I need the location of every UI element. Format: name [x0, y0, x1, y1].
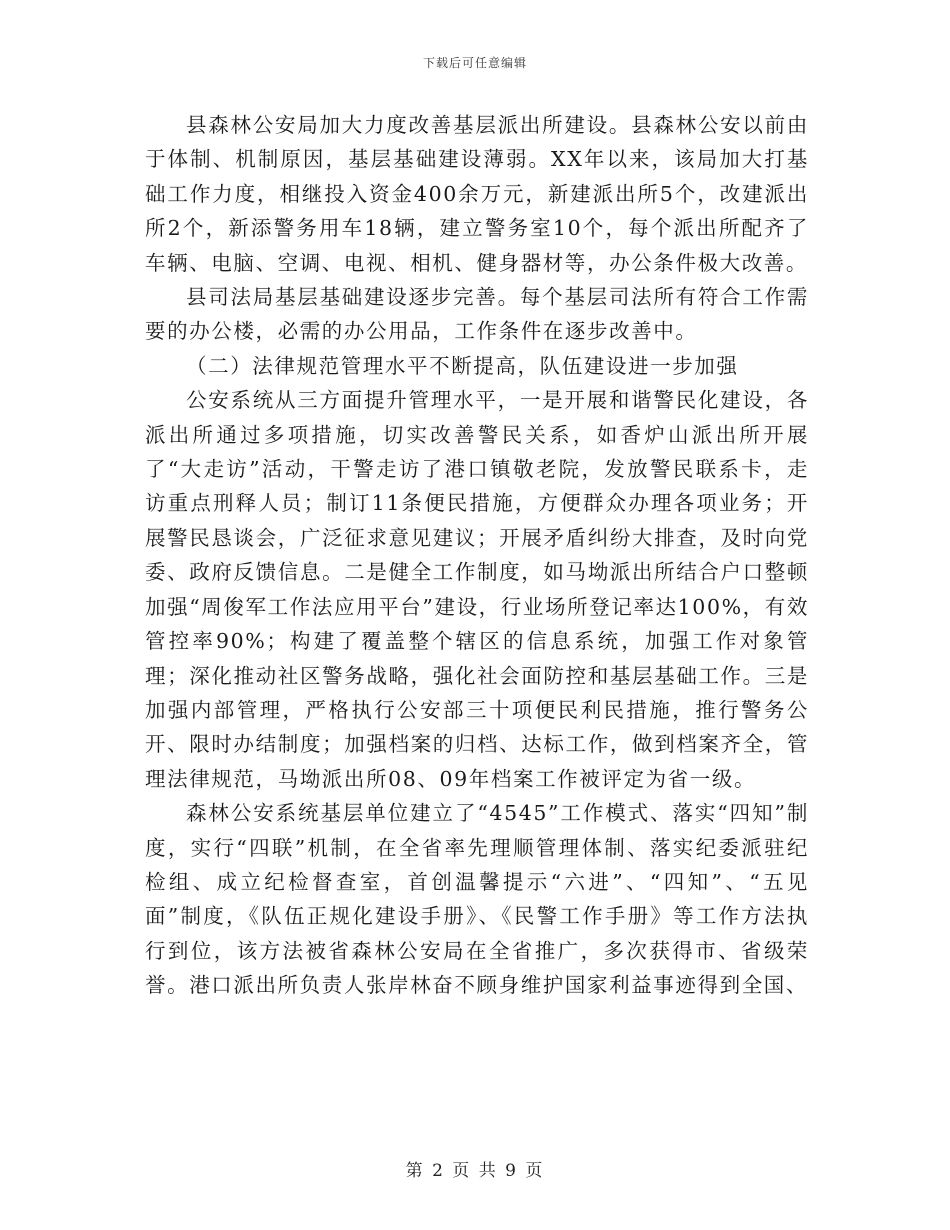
paragraph-forest-police-stations: 县森林公安局加大力度改善基层派出所建设。县森林公安以前由于体制、机制原因，基层基础建设薄弱。XX年以来，该局加大打基础工作力度，相继投入资金400余万元，新建派出所5个，改建派出所2个，新添警务用车18辆，建立警务室10个，每个派出所配齐了车辆、电脑、空调、电视、相机、健身器材等，办公条件极大改善。 [145, 113, 809, 275]
header-note: 下载后可任意编辑 [422, 56, 527, 70]
paragraph-forest-police-work-mode: 森林公安系统基层单位建立了“4545”工作模式、落实“四知”制度，实行“四联”机制，在全省率先理顺管理体制、落实纪委派驻纪检组、成立纪检督查室，首创温馨提示“六进”、“四知”、“五见面”制度，《队伍正规化建设手册》、《民警工作手册》等工作方法执行到位，该方法被省森林公安局在全省推广，多次获得市、省级荣誉。港口派出所负责人张岸林奋不顾身维护国家利益事迹得到全国、 [145, 801, 809, 998]
paragraph-public-security-management: 公安系统从三方面提升管理水平，一是开展和谐警民化建设，各派出所通过多项措施，切实改善警民关系，如香炉山派出所开展了“大走访”活动，干警走访了港口镇敬老院，发放警民联系卡，走访重点刑释人员；制订11条便民措施，方便群众办理各项业务；开展警民恳谈会，广泛征求意见建议；开展矛盾纠纷大排查，及时向党委、政府反馈信息。二是健全工作制度，如马坳派出所结合户口整顿加强“周俊军工作法应用平台”建设，行业场所登记率达100%，有效管控率90%；构建了覆盖整个辖区的信息系统，加强工作对象管理；深化推动社区警务战略，强化社会面防控和基层基础工作。三是加强内部管理，严格执行公安部三十项便民利民措施，推行警务公开、限时办结制度；加强档案的归档、达标工作，做到档案齐全，管理法律规范，马坳派出所08、09年档案工作被评定为省一级。 [145, 388, 809, 791]
section-heading: （二）法律规范管理水平不断提高，队伍建设进一步加强 [186, 353, 739, 378]
paragraph-justice-bureau: 县司法局基层基础建设逐步完善。每个基层司法所有符合工作需要的办公楼，必需的办公用品，工作条件在逐步改善中。 [145, 285, 809, 344]
page-number: 第 2 页 共 9 页 [405, 1161, 545, 1181]
document-body [145, 108, 809, 1003]
